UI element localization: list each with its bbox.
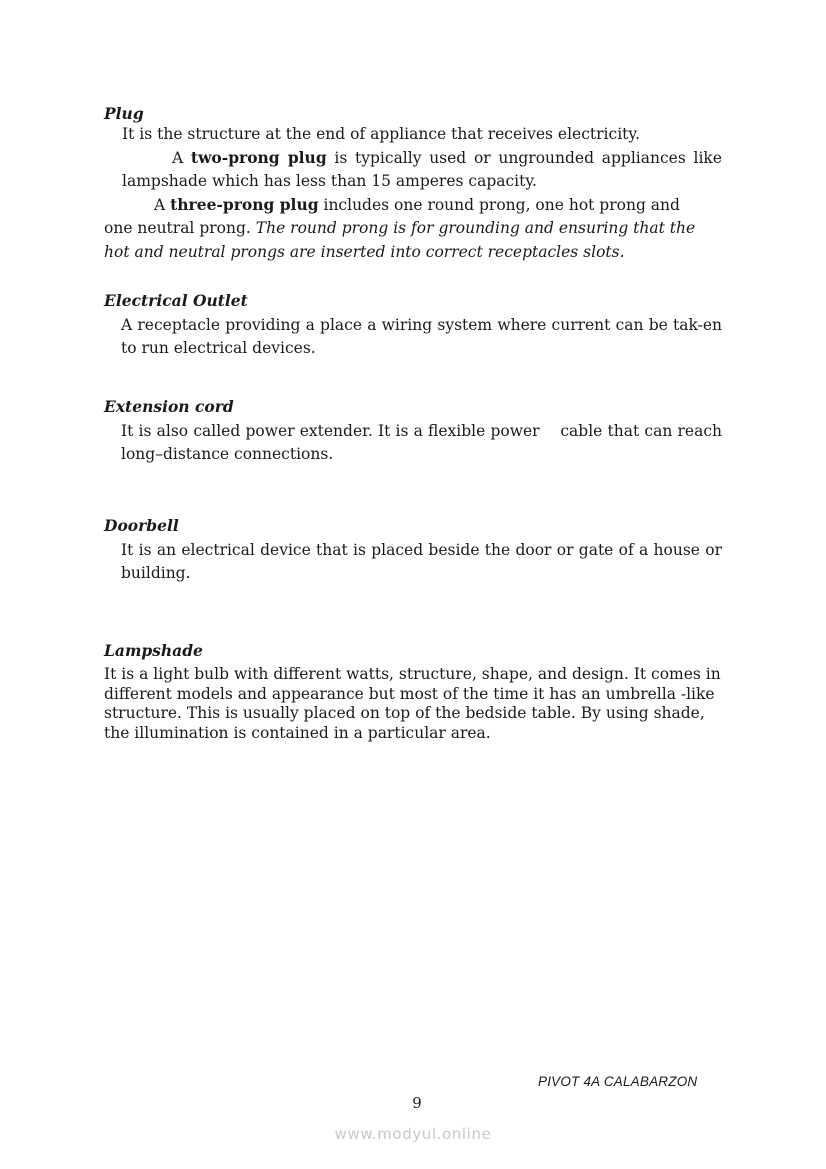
- heading-electrical-outlet: Electrical Outlet: [104, 291, 248, 310]
- plug-two-prong-paragraph: [122, 146, 722, 194]
- heading-lampshade: Lampshade: [104, 641, 203, 660]
- plug-definition: It is the structure at the end of appliance that receives electricity.: [122, 125, 641, 143]
- three-prong-lead: A: [154, 196, 171, 214]
- three-prong-term: three-prong plug: [170, 195, 319, 214]
- three-prong-rest: includes one round prong, one hot prong and one neutral prong.: [104, 196, 680, 238]
- outlet-definition: A receptacle providing a place a wiring system where current can be tak-en to run electrical devices.: [121, 316, 722, 358]
- lampshade-definition: It is a light bulb with different watts, structure, shape, and design. It comes in different models and appearance but most of the time it has an umbrella -like structure. This is usually placed on top of the bedside table. By using shade, the illumination is contained in a particular area.: [104, 665, 721, 743]
- heading-doorbell: Doorbell: [104, 516, 179, 535]
- two-prong-lead: A: [172, 149, 191, 167]
- extension-definition: It is also called power extender. It is a flexible power cable that can reach long–distance connections.: [121, 422, 727, 464]
- page-number: 9: [412, 1094, 422, 1112]
- two-prong-rest: is typically used or ungrounded appliances like lampshade which has less than 15 amperes capacity.: [122, 149, 722, 191]
- three-prong-italic-note: The round prong is for grounding and ensuring that the hot and neutral prongs are inserted into correct receptacles slots.: [104, 219, 696, 261]
- two-prong-term: two-prong plug: [190, 148, 327, 167]
- heading-extension-cord: Extension cord: [104, 397, 234, 416]
- publisher-footer: PIVOT 4A CALABARZON: [538, 1074, 698, 1089]
- watermark-text: www.modyul.online: [334, 1125, 492, 1143]
- doorbell-definition: It is an electrical device that is placed beside the door or gate of a house or building.: [121, 541, 722, 583]
- heading-plug: Plug: [104, 104, 144, 123]
- plug-three-prong-paragraph: [104, 193, 710, 264]
